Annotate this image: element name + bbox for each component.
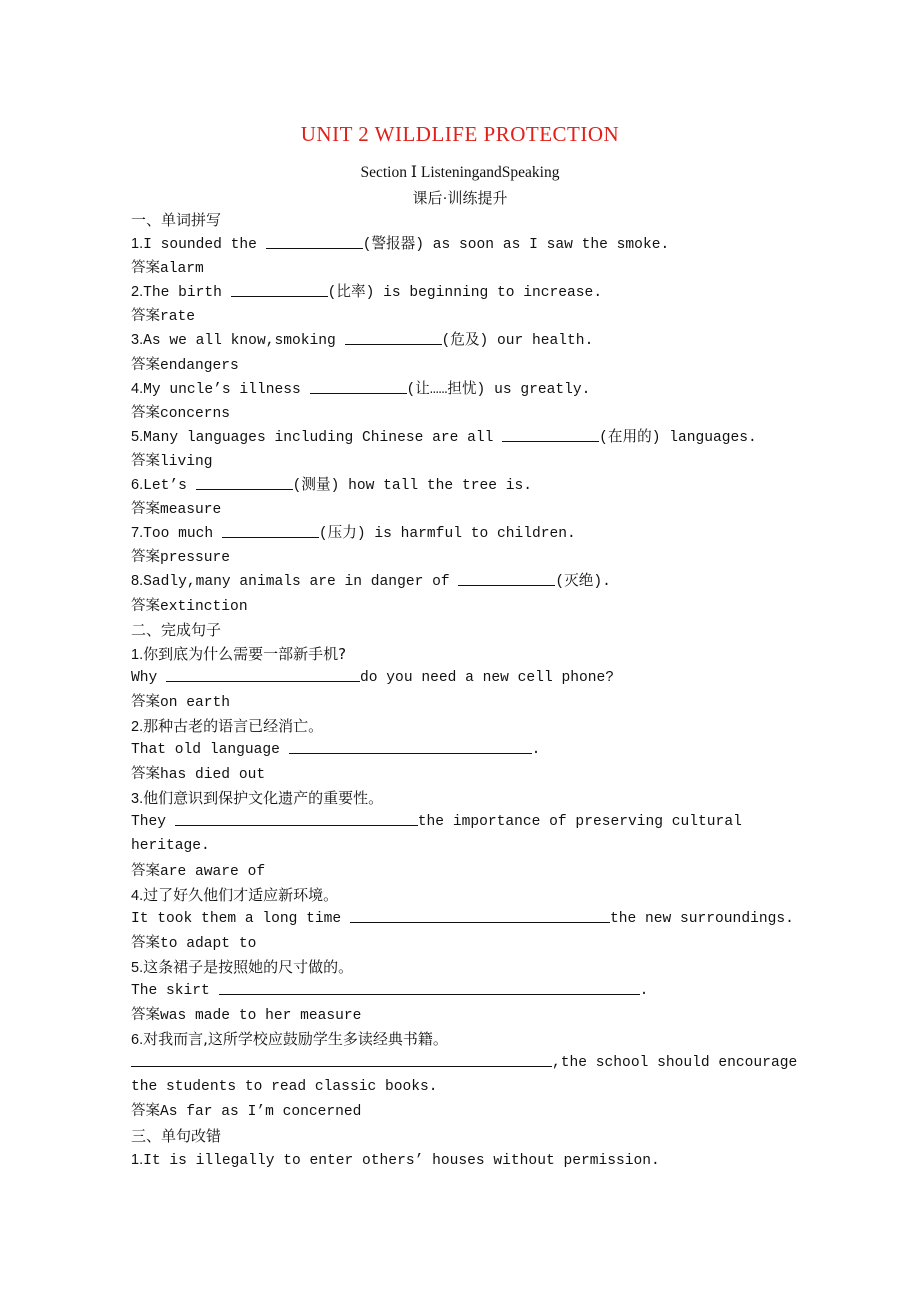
- sentence-start: They: [131, 814, 175, 831]
- answer-label: 答案: [131, 308, 160, 325]
- answer-label: 答案: [131, 862, 160, 879]
- exercise-1-3: [131, 328, 811, 352]
- answer-blank[interactable]: [458, 570, 555, 586]
- exercise-2-5: [131, 979, 811, 1003]
- part2-heading: 二、完成句子: [131, 620, 222, 639]
- answer-label: 答案: [131, 934, 160, 951]
- hint: (在用的): [599, 429, 661, 446]
- answer-blank[interactable]: [231, 281, 328, 297]
- sentence-start: It took them a long time: [131, 910, 350, 927]
- answer-blank[interactable]: [350, 907, 610, 923]
- answer-text: rate: [160, 309, 196, 326]
- sentence-start: Sadly,many animals are in danger of: [143, 574, 459, 591]
- prompt-2-5: [131, 955, 811, 979]
- answer-blank[interactable]: [345, 329, 442, 345]
- answer-blank[interactable]: [222, 522, 319, 538]
- answer-text: As far as I’m concerned: [160, 1104, 362, 1121]
- sentence-end: languages.: [660, 429, 757, 446]
- answer-2-3: [131, 859, 811, 883]
- answer-1-6: [131, 497, 811, 521]
- sentence-end: the new surroundings.: [609, 910, 794, 927]
- sentence-end: as soon as I saw the smoke.: [424, 237, 670, 254]
- exercise-2-6-continued: [131, 1075, 811, 1099]
- answer-text: to adapt to: [160, 935, 257, 952]
- hint: (测量): [292, 478, 340, 495]
- exercise-1-6: [131, 473, 811, 497]
- answer-blank[interactable]: [289, 738, 532, 754]
- answer-1-4: [131, 401, 811, 425]
- answer-1-7: [131, 545, 811, 569]
- chinese-prompt: 那种古老的语言已经消亡。: [143, 716, 324, 735]
- item-number: 4.: [131, 380, 144, 397]
- prompt-2-3: [131, 786, 811, 810]
- answer-text: endangers: [160, 357, 239, 374]
- sentence-start: As we all know,smoking: [143, 333, 345, 350]
- subtitle: 课后·训练提升: [412, 191, 508, 207]
- exercise-2-3: [131, 810, 811, 834]
- sentence-start: Why: [131, 669, 167, 686]
- hint: (压力): [318, 526, 366, 543]
- chinese-prompt: 对我而言,这所学校应鼓励学生多读经典书籍。: [143, 1030, 448, 1049]
- sentence-continued: the students to read classic books.: [131, 1079, 438, 1096]
- prompt-2-4: [131, 883, 811, 907]
- answer-text: on earth: [160, 694, 231, 711]
- answer-blank[interactable]: [310, 378, 407, 394]
- answer-1-8: [131, 594, 811, 618]
- sentence-end: .: [639, 983, 649, 999]
- item-number: 3.: [131, 332, 144, 349]
- sentence-start: The birth: [143, 285, 231, 302]
- sentence-start: Let’s: [143, 478, 196, 495]
- answer-label: 答案: [131, 452, 160, 469]
- chinese-prompt: 你到底为什么需要一部新手机?: [143, 644, 347, 663]
- hint: (警报器): [362, 237, 424, 254]
- answer-blank[interactable]: [166, 666, 360, 682]
- answer-label: 答案: [131, 260, 160, 277]
- answer-label: 答案: [131, 766, 160, 783]
- answer-blank[interactable]: [502, 426, 599, 442]
- sentence-end: is beginning to increase.: [374, 285, 603, 302]
- answer-2-6: [131, 1099, 811, 1123]
- sentence-end: how tall the tree is.: [339, 478, 533, 495]
- item-number: 6.: [131, 1032, 144, 1049]
- sentence-end: us greatly.: [485, 381, 591, 398]
- answer-1-3: [131, 353, 811, 377]
- answer-text: alarm: [160, 261, 204, 278]
- answer-2-5: [131, 1003, 811, 1027]
- exercise-2-1: [131, 666, 811, 690]
- answer-text: living: [160, 453, 213, 470]
- item-number: 5.: [131, 428, 144, 445]
- sentence-start: My uncle’s illness: [143, 381, 310, 398]
- part1-heading: 一、单词拼写: [131, 211, 222, 229]
- exercise-1-1: [131, 232, 811, 256]
- exercise-1-2: [131, 280, 811, 304]
- item-number: 2.: [131, 718, 144, 735]
- hint: (危及): [441, 333, 489, 350]
- answer-text: extinction: [160, 598, 248, 615]
- unit-title: UNIT 2 WILDLIFE PROTECTION: [300, 122, 620, 146]
- answer-blank[interactable]: [131, 1051, 552, 1067]
- exercise-2-2: [131, 738, 811, 762]
- chinese-prompt: 这条裙子是按照她的尺寸做的。: [143, 957, 354, 976]
- exercise-1-7: [131, 521, 811, 545]
- section-title: Section Ⅰ ListeningandSpeaking: [360, 164, 560, 181]
- answer-2-1: [131, 690, 811, 714]
- answer-label: 答案: [131, 356, 160, 373]
- answer-label: 答案: [131, 404, 160, 421]
- hint: (灭绝): [555, 574, 603, 591]
- item-number: 1.: [131, 646, 144, 663]
- sentence-end: .: [602, 574, 611, 591]
- answer-blank[interactable]: [266, 233, 363, 249]
- sentence-end: is harmful to children.: [365, 526, 576, 543]
- answer-blank[interactable]: [175, 810, 418, 826]
- exercise-1-5: [131, 425, 811, 449]
- sentence-end: do you need a new cell phone?: [360, 669, 615, 686]
- prompt-2-6: [131, 1027, 811, 1051]
- item-number: 3.: [131, 791, 144, 808]
- answer-text: are aware of: [160, 863, 266, 880]
- answer-2-4: [131, 931, 811, 955]
- sentence-end: our health.: [488, 333, 594, 350]
- exercise-1-4: [131, 377, 811, 401]
- answer-blank[interactable]: [219, 979, 640, 995]
- sentence-start: I sounded the: [143, 237, 266, 254]
- answer-label: 答案: [131, 549, 160, 566]
- answer-text: has died out: [160, 767, 266, 784]
- answer-label: 答案: [131, 501, 160, 518]
- sentence-end: ,the school should encourage: [552, 1055, 798, 1072]
- exercise-2-6: [131, 1051, 811, 1075]
- answer-1-5: [131, 449, 811, 473]
- answer-label: 答案: [131, 1007, 160, 1024]
- exercise-3-1: [131, 1148, 811, 1172]
- answer-label: 答案: [131, 1103, 160, 1120]
- answer-1-1: [131, 256, 811, 280]
- sentence-start: That old language: [131, 742, 289, 759]
- item-number: 2.: [131, 284, 144, 301]
- answer-text: concerns: [160, 405, 231, 422]
- exercise-2-3-continued: [131, 834, 811, 858]
- sentence-end: the importance of preserving cultural: [417, 814, 742, 831]
- answer-1-2: [131, 304, 811, 328]
- item-number: 7.: [131, 525, 144, 542]
- chinese-prompt: 过了好久他们才适应新环境。: [143, 885, 339, 904]
- answer-text: was made to her measure: [160, 1008, 362, 1025]
- sentence-text: It is illegally to enter others’ houses without permission.: [143, 1152, 660, 1169]
- item-number: 5.: [131, 959, 144, 976]
- sentence-continued: heritage.: [131, 838, 210, 855]
- answer-2-2: [131, 762, 811, 786]
- worksheet-body: [131, 208, 811, 1172]
- item-number: 4.: [131, 887, 144, 904]
- answer-label: 答案: [131, 693, 160, 710]
- chinese-prompt: 他们意识到保护文化遗产的重要性。: [143, 789, 384, 808]
- hint: (让……担忧): [406, 381, 486, 398]
- answer-text: pressure: [160, 550, 231, 567]
- sentence-start: Many languages including Chinese are all: [143, 429, 503, 446]
- answer-text: measure: [160, 502, 222, 519]
- answer-blank[interactable]: [196, 474, 293, 490]
- item-number: 8.: [131, 573, 144, 590]
- item-number: 6.: [131, 477, 144, 494]
- answer-label: 答案: [131, 597, 160, 614]
- part3-heading: 三、单句改错: [131, 1126, 222, 1145]
- sentence-start: Too much: [143, 526, 222, 543]
- item-number: 1.: [131, 236, 144, 253]
- exercise-2-4: [131, 907, 811, 931]
- sentence-end: .: [531, 742, 541, 759]
- sentence-start: The skirt: [131, 983, 219, 999]
- prompt-2-1: [131, 642, 811, 666]
- hint: (比率): [327, 285, 375, 302]
- exercise-1-8: [131, 569, 811, 593]
- item-number: 1.: [131, 1151, 144, 1168]
- prompt-2-2: [131, 714, 811, 738]
